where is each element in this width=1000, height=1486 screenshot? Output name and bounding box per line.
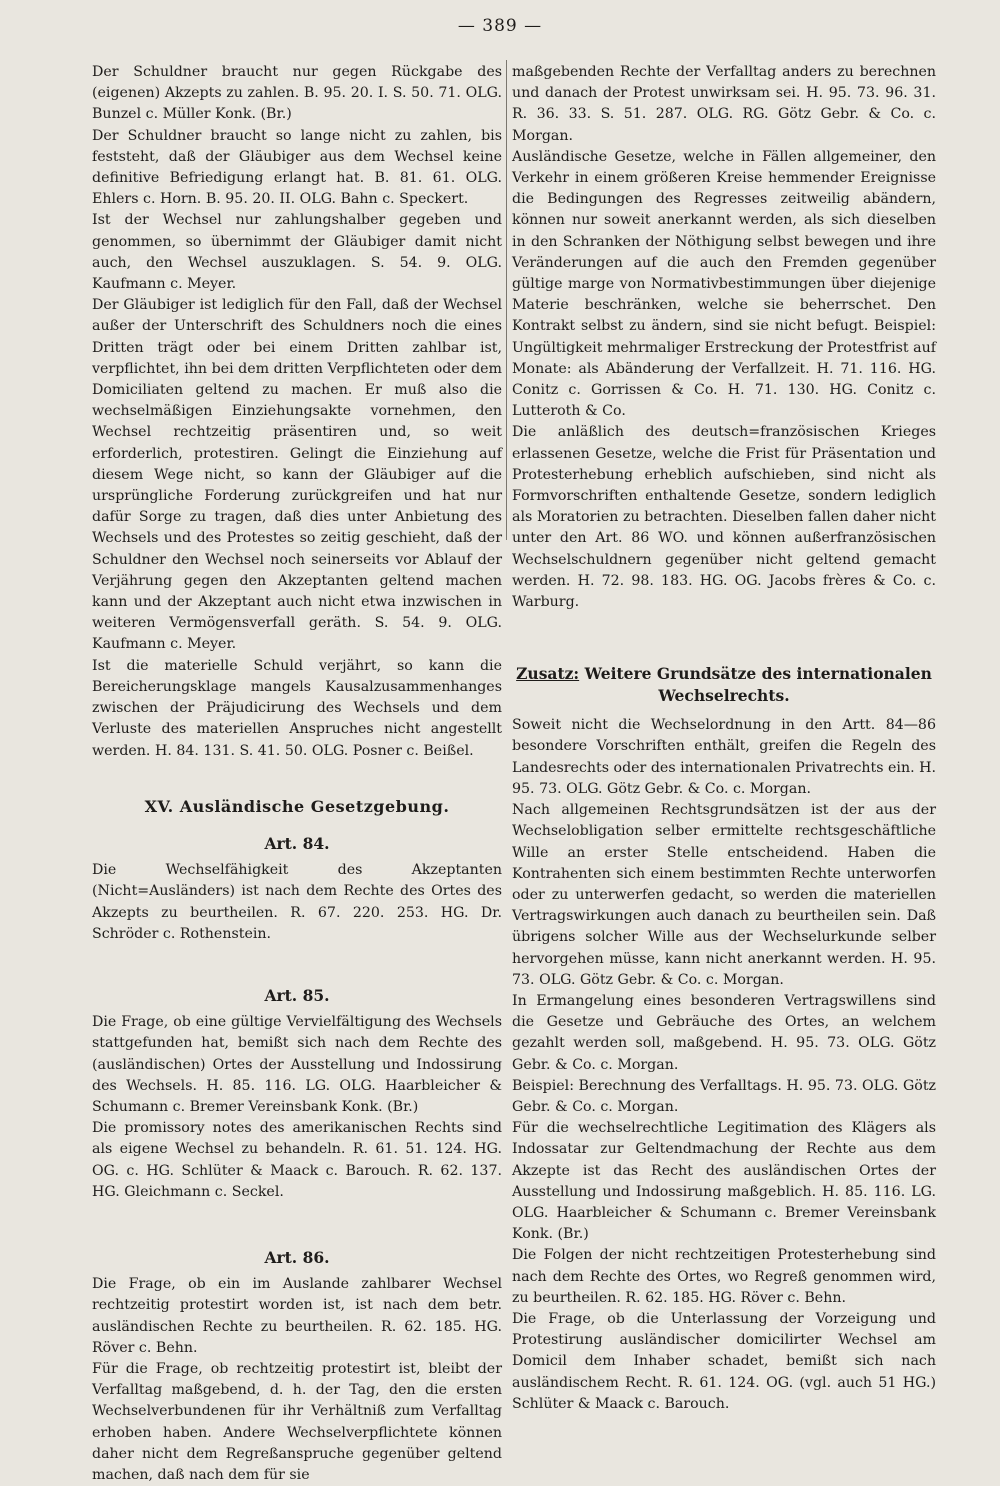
article-heading: Art. 84.	[264, 833, 330, 853]
paragraph: Beispiel: Berechnung des Verfalltags. H. 95. 73. OLG. Götz Gebr. & Co. c. Morgan.	[512, 1077, 936, 1115]
section-heading: XV. Ausländische Gesetzgebung.	[144, 796, 450, 816]
paragraph: Die Folgen der nicht rechtzeitigen Protesterhebung sind nach dem Rechte des Ortes, wo Regreß genommen wird, zu beurtheilen. R. 62. 185. HG. Röver c. Behn.	[512, 1247, 936, 1306]
paragraph: maßgebenden Rechte der Verfalltag anders zu berechnen und danach der Protest unwirksam sei. H. 95. 73. 96. 31. R. 36. 33. S. 51. 287. OLG. RG. Götz Gebr. & Co. c. Morgan.	[512, 64, 936, 144]
paragraph: Für die Frage, ob rechtzeitig protestirt ist, bleibt der Verfalltag maßgebend, d. h. der Tag, den die ersten Wechselverbundenen für ihr Verhältniß zum Verfalltag erhoben haben. Andere Wechselverpflichtete können daher nicht dem Regreßanspruche gegenüber geltend machen, daß nach dem für sie	[92, 1360, 502, 1483]
paragraph: Nach allgemeinen Rechtsgrundsätzen ist der aus der Wechselobligation selber ermittelte rechtsgeschäftliche Wille an erster Stelle entscheidend. Haben die Kontrahenten sich einem bestimmten Rechte unterworfen oder zu unterwerfen gedacht, so werden die materiellen Vertragswirkungen auch danach zu beurtheilen sein. Daß übrigens solcher Wille aus der Wechselurkunde selber hervorgehen müsse, kann nicht anerkannt werden. H. 95. 73. OLG. Götz Gebr. & Co. c. Morgan.	[512, 802, 936, 988]
paragraph: Die Frage, ob eine gültige Vervielfältigung des Wechsels stattgefunden hat, bemißt sich nach dem Rechte des (ausländischen) Ortes der Ausstellung und Indossirung des Wechsels. H. 85. 116. LG. OLG. Haarbleicher & Schumann c. Bremer Vereinsbank Konk. (Br.)	[92, 1014, 502, 1115]
paragraph: Die Frage, ob die Unterlassung der Vorzeigung und Protestirung ausländischer domicilirter Wechsel am Domicil dem Inhaber schadet, bemißt sich nach ausländischem Recht. R. 61. 124. OG. (vgl. auch 51 HG.) Schlüter & Maack c. Barouch.	[512, 1310, 936, 1412]
paragraph: Ist der Wechsel nur zahlungshalber gegeben und genommen, so übernimmt der Gläubiger damit nicht auch, den Wechsel auszuklagen. S. 54. 9. OLG. Kaufmann c. Meyer.	[92, 212, 502, 293]
left-column	[92, 62, 502, 1486]
paragraph: Ist die materielle Schuld verjährt, so kann die Bereicherungsklage mangels Kausalzusammenhanges zwischen der Präjudicirung des Wechsels und dem Verluste des materiellen Anspruches nicht angestellt werden. H. 84. 131. S. 41. 50. OLG. Posner c. Beißel.	[92, 657, 502, 759]
paragraph: Die promissory notes des amerikanischen Rechts sind als eigene Wechsel zu behandeln. R. 61. 51. 124. HG. OG. c. HG. Schlüter & Maack c. Barouch. R. 62. 137. HG. Gleichmann c. Seckel.	[92, 1120, 502, 1200]
paragraph: Die Frage, ob ein im Auslande zahlbarer Wechsel rechtzeitig protestirt worden ist, ist nach dem betr. ausländischen Rechte zu beurtheilen. R. 62. 185. HG. Röver c. Behn.	[92, 1276, 502, 1356]
paragraph: Der Schuldner braucht nur gegen Rückgabe des (eigenen) Akzepts zu zahlen. B. 95. 20. I. S. 50. 71. OLG. Bunzel c. Müller Konk. (Br.)	[92, 64, 502, 123]
paragraph: In Ermangelung eines besonderen Vertragswillens sind die Gesetze und Gebräuche des Ortes, an welchem gezahlt werden soll, maßgebend. H. 95. 73. OLG. Götz Gebr. & Co. c. Morgan.	[512, 992, 936, 1073]
column-divider	[506, 60, 507, 540]
zusatz-prefix: Zusatz:	[516, 664, 580, 684]
paragraph: Die Wechselfähigkeit des Akzeptanten (Nicht=Ausländers) ist nach dem Rechte des Ortes des Akzepts zu beurtheilen. R. 67. 220. 253. HG. Dr. Schröder c. Rothenstein.	[92, 862, 502, 942]
page-number: — 389 —	[457, 16, 543, 36]
paragraph: Der Schuldner braucht so lange nicht zu zahlen, bis feststeht, daß der Gläubiger aus dem Wechsel keine definitive Befriedigung erlangt hat. B. 81. 61. OLG. Ehlers c. Horn. B. 95. 20. II. OLG. Bahn c. Speckert.	[92, 127, 502, 208]
article-heading: Art. 86.	[264, 1247, 330, 1267]
paragraph: Soweit nicht die Wechselordnung in den Artt. 84—86 besondere Vorschriften enthält, greifen die Regeln des Landesrechts oder des internationalen Privatrechts ein. H. 95. 73. OLG. Götz Gebr. & Co. c. Morgan.	[512, 717, 936, 797]
zusatz-heading	[512, 663, 936, 707]
right-column	[512, 62, 936, 1415]
paragraph: Ausländische Gesetze, welche in Fällen allgemeiner, den Verkehr in einem größeren Kreise hemmender Ereignisse die Bedingungen des Regresses zeitweilig abändern, können nur soweit anerkannt werden, als sich dieselben in den Schranken der Nöthigung selbst bewegen und ihre Veränderungen auf die auch den Fremden gegenüber gültige marge von Normativbestimmungen über diejenige Materie beschränken, welche sie beherrschet. Den Kontrakt selbst zu ändern, sind sie nicht befugt. Beispiel: Ungültigkeit mehrmaliger Erstreckung der Protestfrist auf Monate: als Abänderung der Verfallzeit. H. 71. 116. HG. Conitz c. Gorrissen & Co. H. 71. 130. HG. Conitz c. Lutteroth & Co.	[512, 148, 936, 420]
article-heading: Art. 85.	[264, 985, 330, 1005]
paragraph: Der Gläubiger ist lediglich für den Fall, daß der Wechsel außer der Unterschrift des Schuldners noch die eines Dritten trägt oder bei einem Dritten zahlbar ist, verpflichtet, ihn bei dem dritten Verpflichteten oder dem Domiciliaten geltend zu machen. Er muß also die wechselmäßigen Einziehungsakte vornehmen, den Wechsel rechtzeitig präsentiren und, so weit erforderlich, protestiren. Gelingt die Einziehung auf diesem Wege nicht, so kann der Gläubiger auf die ursprüngliche Forderung zurückgreifen und hat nur dafür Sorge zu tragen, daß dies unter Anbietung des Wechsels und des Protestes so zeitig geschieht, daß der Schuldner den Wechsel noch seinerseits vor Ablauf der Verjährung gegen den Akzeptanten geltend machen kann und der Akzeptant auch nicht etwa inzwischen in weiteren Vermögensverfall geräth. S. 54. 9. OLG. Kaufmann c. Meyer.	[92, 297, 502, 653]
paragraph: Die anläßlich des deutsch=französischen Krieges erlassenen Gesetze, welche die Frist für Präsentation und Protesterhebung erheblich aufschieben, sind nicht als Formvorschriften enthaltende Gesetze, sondern lediglich als Moratorien zu betrachten. Dieselben fallen daher nicht unter den Art. 86 WO. und können außerfranzösischen Wechselschuldnern gegenüber nicht geltend gemacht werden. H. 72. 98. 183. HG. OG. Jacobs frères & Co. c. Warburg.	[512, 424, 936, 611]
paragraph: Für die wechselrechtliche Legitimation des Klägers als Indossatar zur Geltendmachung der Rechte aus dem Akzepte ist das Recht des ausländischen Ortes der Ausstellung und Indossirung maßgeblich. H. 85. 116. LG. OLG. Haarbleicher & Schumann c. Bremer Vereinsbank Konk. (Br.)	[512, 1120, 936, 1243]
zusatz-title: Weitere Grundsätze des internationalen Wechselrechts.	[584, 664, 932, 706]
